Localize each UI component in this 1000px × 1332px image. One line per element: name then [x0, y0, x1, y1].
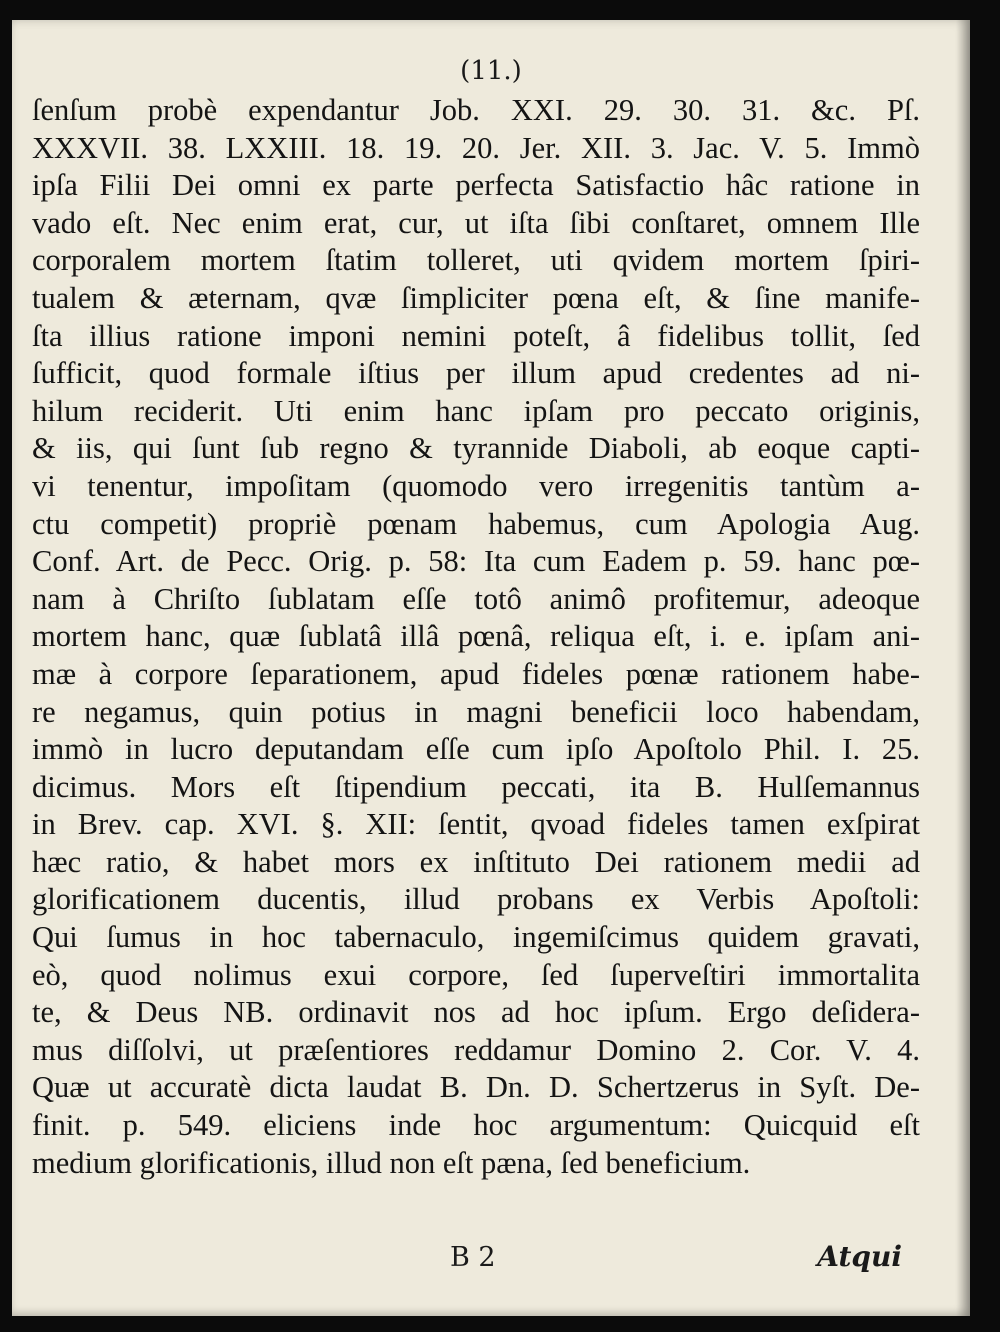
body-text: [32, 92, 920, 1182]
text-line: te, & Deus NB. ordinavit nos ad hoc ipſum. Ergo deſidera-: [32, 995, 920, 1030]
text-line: ſta illius ratione imponi nemini poteſt, â fidelibus tollit, ſed: [32, 318, 920, 353]
text-line: finit. p. 549. eliciens inde hoc argumentum: Quicquid eſt: [32, 1108, 920, 1143]
signature-mark: B 2: [450, 1242, 496, 1273]
book-page: [12, 20, 970, 1316]
text-line: corporalem mortem ſtatim tolleret, uti qvidem mortem ſpiri-: [32, 243, 920, 278]
text-line: hæc ratio, & habet mors ex inſtituto Dei rationem medii ad: [32, 844, 920, 879]
text-line: nam à Chriſto ſublatam eſſe totô animô profitemur, adeoque: [32, 581, 920, 616]
text-line: ctu competit) propriè pœnam habemus, cum Apologia Aug.: [32, 506, 920, 541]
text-line: XXXVII. 38. LXXIII. 18. 19. 20. Jer. XII. 3. Jac. V. 5. Immò: [32, 130, 920, 165]
text-line: medium glorificationis, illud non eſt pæna, ſed beneficium.: [32, 1145, 751, 1180]
page-number: (11.): [460, 56, 522, 86]
text-line: hilum reciderit. Uti enim hanc ipſam pro peccato originis,: [32, 393, 920, 428]
text-line: mortem hanc, quæ ſublatâ illâ pœnâ, reliqua eſt, i. e. ipſam ani-: [32, 619, 920, 654]
page-edge-shadow: [956, 20, 970, 1316]
text-line: Qui ſumus in hoc tabernaculo, ingemiſcimus quidem gravati,: [32, 920, 920, 955]
text-line: & iis, qui ſunt ſub regno & tyrannide Diaboli, ab eoque capti-: [32, 431, 920, 466]
text-line: tualem & æternam, qvæ ſimpliciter pœna eſt, & ſine manife-: [32, 280, 920, 315]
text-line: glorificationem ducentis, illud probans ex Verbis Apoſtoli:: [32, 882, 920, 917]
text-line: in Brev. cap. XVI. §. XII: ſentit, qvoad fideles tamen exſpirat: [32, 807, 920, 842]
text-line: re negamus, quin potius in magni beneficii loco habendam,: [32, 694, 920, 729]
text-line: ſenſum probè expendantur Job. XXI. 29. 30. 31. &c. Pſ.: [32, 93, 920, 127]
catchword: Atqui: [817, 1240, 902, 1273]
text-line: Quæ ut accuratè dicta laudat B. Dn. D. Schertzerus in Syſt. De-: [32, 1070, 920, 1105]
text-line: dicimus. Mors eſt ſtipendium peccati, ita B. Hulſemannus: [32, 769, 920, 804]
text-line: ſufficit, quod formale iſtius per illum apud credentes ad ni-: [32, 356, 920, 391]
text-line: mus diſſolvi, ut præſentiores reddamur Domino 2. Cor. V. 4.: [32, 1032, 920, 1067]
text-line: vado eſt. Nec enim erat, cur, ut iſta ſibi conſtaret, omnem Ille: [32, 205, 920, 240]
text-line: Conf. Art. de Pecc. Orig. p. 58: Ita cum Eadem p. 59. hanc pœ-: [32, 544, 920, 579]
text-line: mæ à corpore ſeparationem, apud fideles pœnæ rationem habe-: [32, 656, 920, 691]
text-line: ipſa Filii Dei omni ex parte perfecta Satisfactio hâc ratione in: [32, 168, 920, 203]
text-line: immò in lucro deputandam eſſe cum ipſo Apoſtolo Phil. I. 25.: [32, 732, 920, 767]
text-line: eò, quod nolimus exui corpore, ſed ſuperveſtiri immortalita: [32, 957, 920, 992]
text-line: vi tenentur, impoſitam (quomodo vero irregenitis tantùm a-: [32, 468, 920, 503]
